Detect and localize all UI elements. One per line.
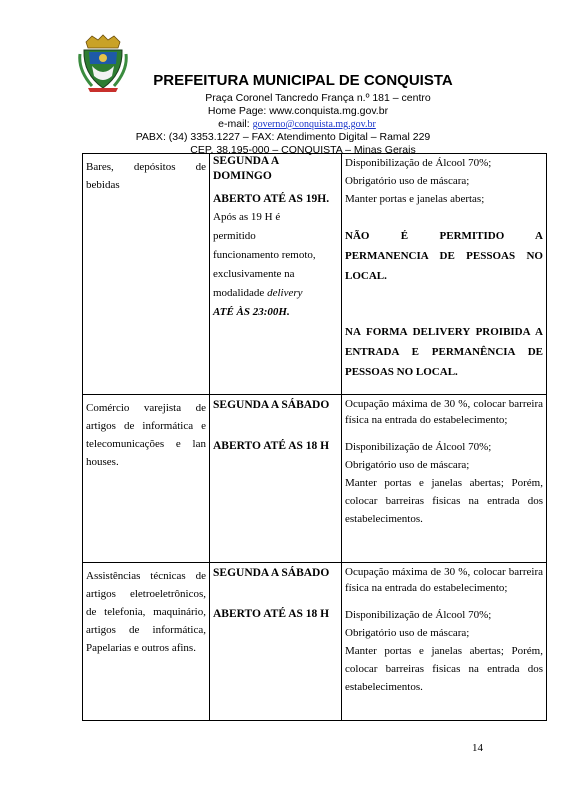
occupancy-rule: Ocupação máxima de 30 %, colocar barreira física na entrada do estabelecimento; — [345, 398, 543, 426]
cep-line: CEP. 38.195-000 – CONQUISTA – Minas Gerais — [190, 144, 416, 156]
rule-item: Manter portas e janelas abertas; — [345, 193, 485, 205]
rule-item: Obrigatório uso de máscara; — [345, 459, 470, 471]
email-link[interactable]: governo@conquista.mg.gov.br — [252, 119, 376, 130]
page-number: 14 — [472, 742, 483, 754]
address-line: Praça Coronel Tancredo França n.º 181 – centro — [205, 92, 431, 104]
hours-label: ABERTO ATÉ AS 19H. — [213, 193, 330, 205]
rule-item: Manter portas e janelas abertas; Porém, colocar barreiras fisicas na entrada dos estabelecimentos. — [345, 645, 543, 693]
until-label: ATÉ ÀS 23:00H. — [213, 306, 290, 318]
letterhead — [0, 28, 566, 154]
hours-label: ABERTO ATÉ AS 18 H — [213, 608, 330, 620]
modality-text: modalidade — [213, 287, 268, 299]
warning-text: NA FORMA DELIVERY PROIBIDA A ENTRADA E PERMANÊNCIA DE PESSOAS NO LOCAL. — [345, 326, 543, 378]
hours-label: ABERTO ATÉ AS 18 H — [213, 440, 330, 452]
occupancy-rule: Ocupação máxima de 30 %, colocar barreira física na entrada do estabelecimento; — [345, 566, 543, 594]
rule-item: Manter portas e janelas abertas; Porém, colocar barreiras fisicas na entrada dos estabelecimentos. — [345, 477, 543, 525]
extra-line: exclusivamente na — [213, 268, 295, 280]
extra-line — [213, 284, 338, 303]
activity-cell: Comércio varejista de artigos de informática e telecomunicações e lan houses. — [83, 395, 210, 563]
activity-cell: Assistências técnicas de artigos eletroeletrônicos, de telefonia, maquinário, artigos de informática, Papelarias e outros afins. — [83, 563, 210, 721]
delivery-text: delivery — [267, 287, 303, 299]
table-row — [83, 154, 547, 395]
table-row — [83, 395, 547, 563]
rules-cell — [342, 395, 547, 563]
rules-cell — [342, 154, 547, 395]
table-row — [83, 563, 547, 721]
page-title: PREFEITURA MUNICIPAL DE CONQUISTA — [153, 72, 453, 89]
rule-item: Obrigatório uso de máscara; — [345, 627, 470, 639]
rule-item: Disponibilização de Álcool 70%; — [345, 157, 492, 169]
days-label: SEGUNDA A SÁBADO — [213, 567, 330, 579]
days-label: SEGUNDA A SÁBADO — [213, 399, 330, 411]
rule-item: Disponibilização de Álcool 70%; — [345, 609, 492, 621]
warning-text: NÃO É PERMITIDO A PERMANENCIA DE PESSOAS NO LOCAL. — [345, 230, 543, 282]
phone-line: PABX: (34) 3353.1227 – FAX: Atendimento Digital – Ramal 229 — [135, 131, 431, 143]
rules-cell — [342, 563, 547, 721]
email-line — [0, 118, 566, 130]
days-label: SEGUNDA A DOMINGO — [213, 155, 279, 182]
rule-item: Disponibilização de Álcool 70%; — [345, 441, 492, 453]
extra-line: funcionamento remoto, — [213, 249, 316, 261]
homepage-line: Home Page: www.conquista.mg.gov.br — [207, 105, 389, 117]
activity-rules-table — [82, 153, 547, 721]
email-label: e-mail: — [218, 118, 253, 130]
extra-line: permitido — [213, 230, 256, 242]
rule-item: Obrigatório uso de máscara; — [345, 175, 470, 187]
schedule-cell — [210, 395, 342, 563]
extra-line: Após as 19 H é — [213, 211, 281, 223]
activity-cell: Bares, depósitos de bebidas — [83, 154, 210, 395]
schedule-cell — [210, 154, 342, 395]
schedule-cell — [210, 563, 342, 721]
